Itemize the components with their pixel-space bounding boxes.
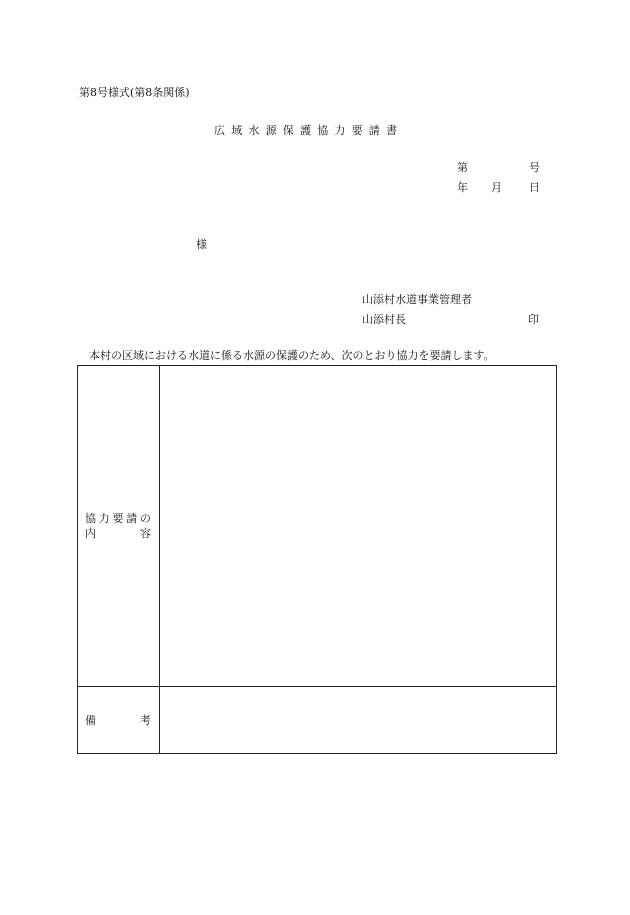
- date-month-label: 月: [491, 181, 502, 194]
- content-field[interactable]: [160, 366, 557, 687]
- doc-number-suffix: 号: [529, 161, 540, 174]
- request-table: [77, 365, 557, 754]
- date-day-label: 日: [529, 181, 540, 194]
- remarks-row: [78, 687, 557, 754]
- remarks-label: 備 考: [85, 713, 151, 727]
- remarks-label-cell: [78, 687, 160, 754]
- content-label-line2: 内 容: [85, 527, 151, 540]
- document-title: 広域水源保護協力要請書: [214, 124, 404, 137]
- doc-number-prefix: 第: [457, 161, 468, 174]
- seal-mark: 印: [528, 313, 539, 326]
- content-label-line1: 協 力 要 請 の: [85, 512, 151, 525]
- sender-name: 山添村長: [362, 313, 406, 326]
- addressee-honorific: 様: [196, 238, 207, 251]
- date-year-label: 年: [457, 181, 468, 194]
- form-number: 第8号様式(第8条関係): [79, 86, 190, 99]
- content-row: [78, 366, 557, 687]
- request-statement: 本村の区域における水道に係る水源の保護のため、次のとおり協力を要請します。: [89, 349, 495, 362]
- sender-title: 山添村水道事業管理者: [362, 293, 472, 306]
- content-label-cell: [78, 366, 160, 687]
- remarks-field[interactable]: [160, 687, 557, 754]
